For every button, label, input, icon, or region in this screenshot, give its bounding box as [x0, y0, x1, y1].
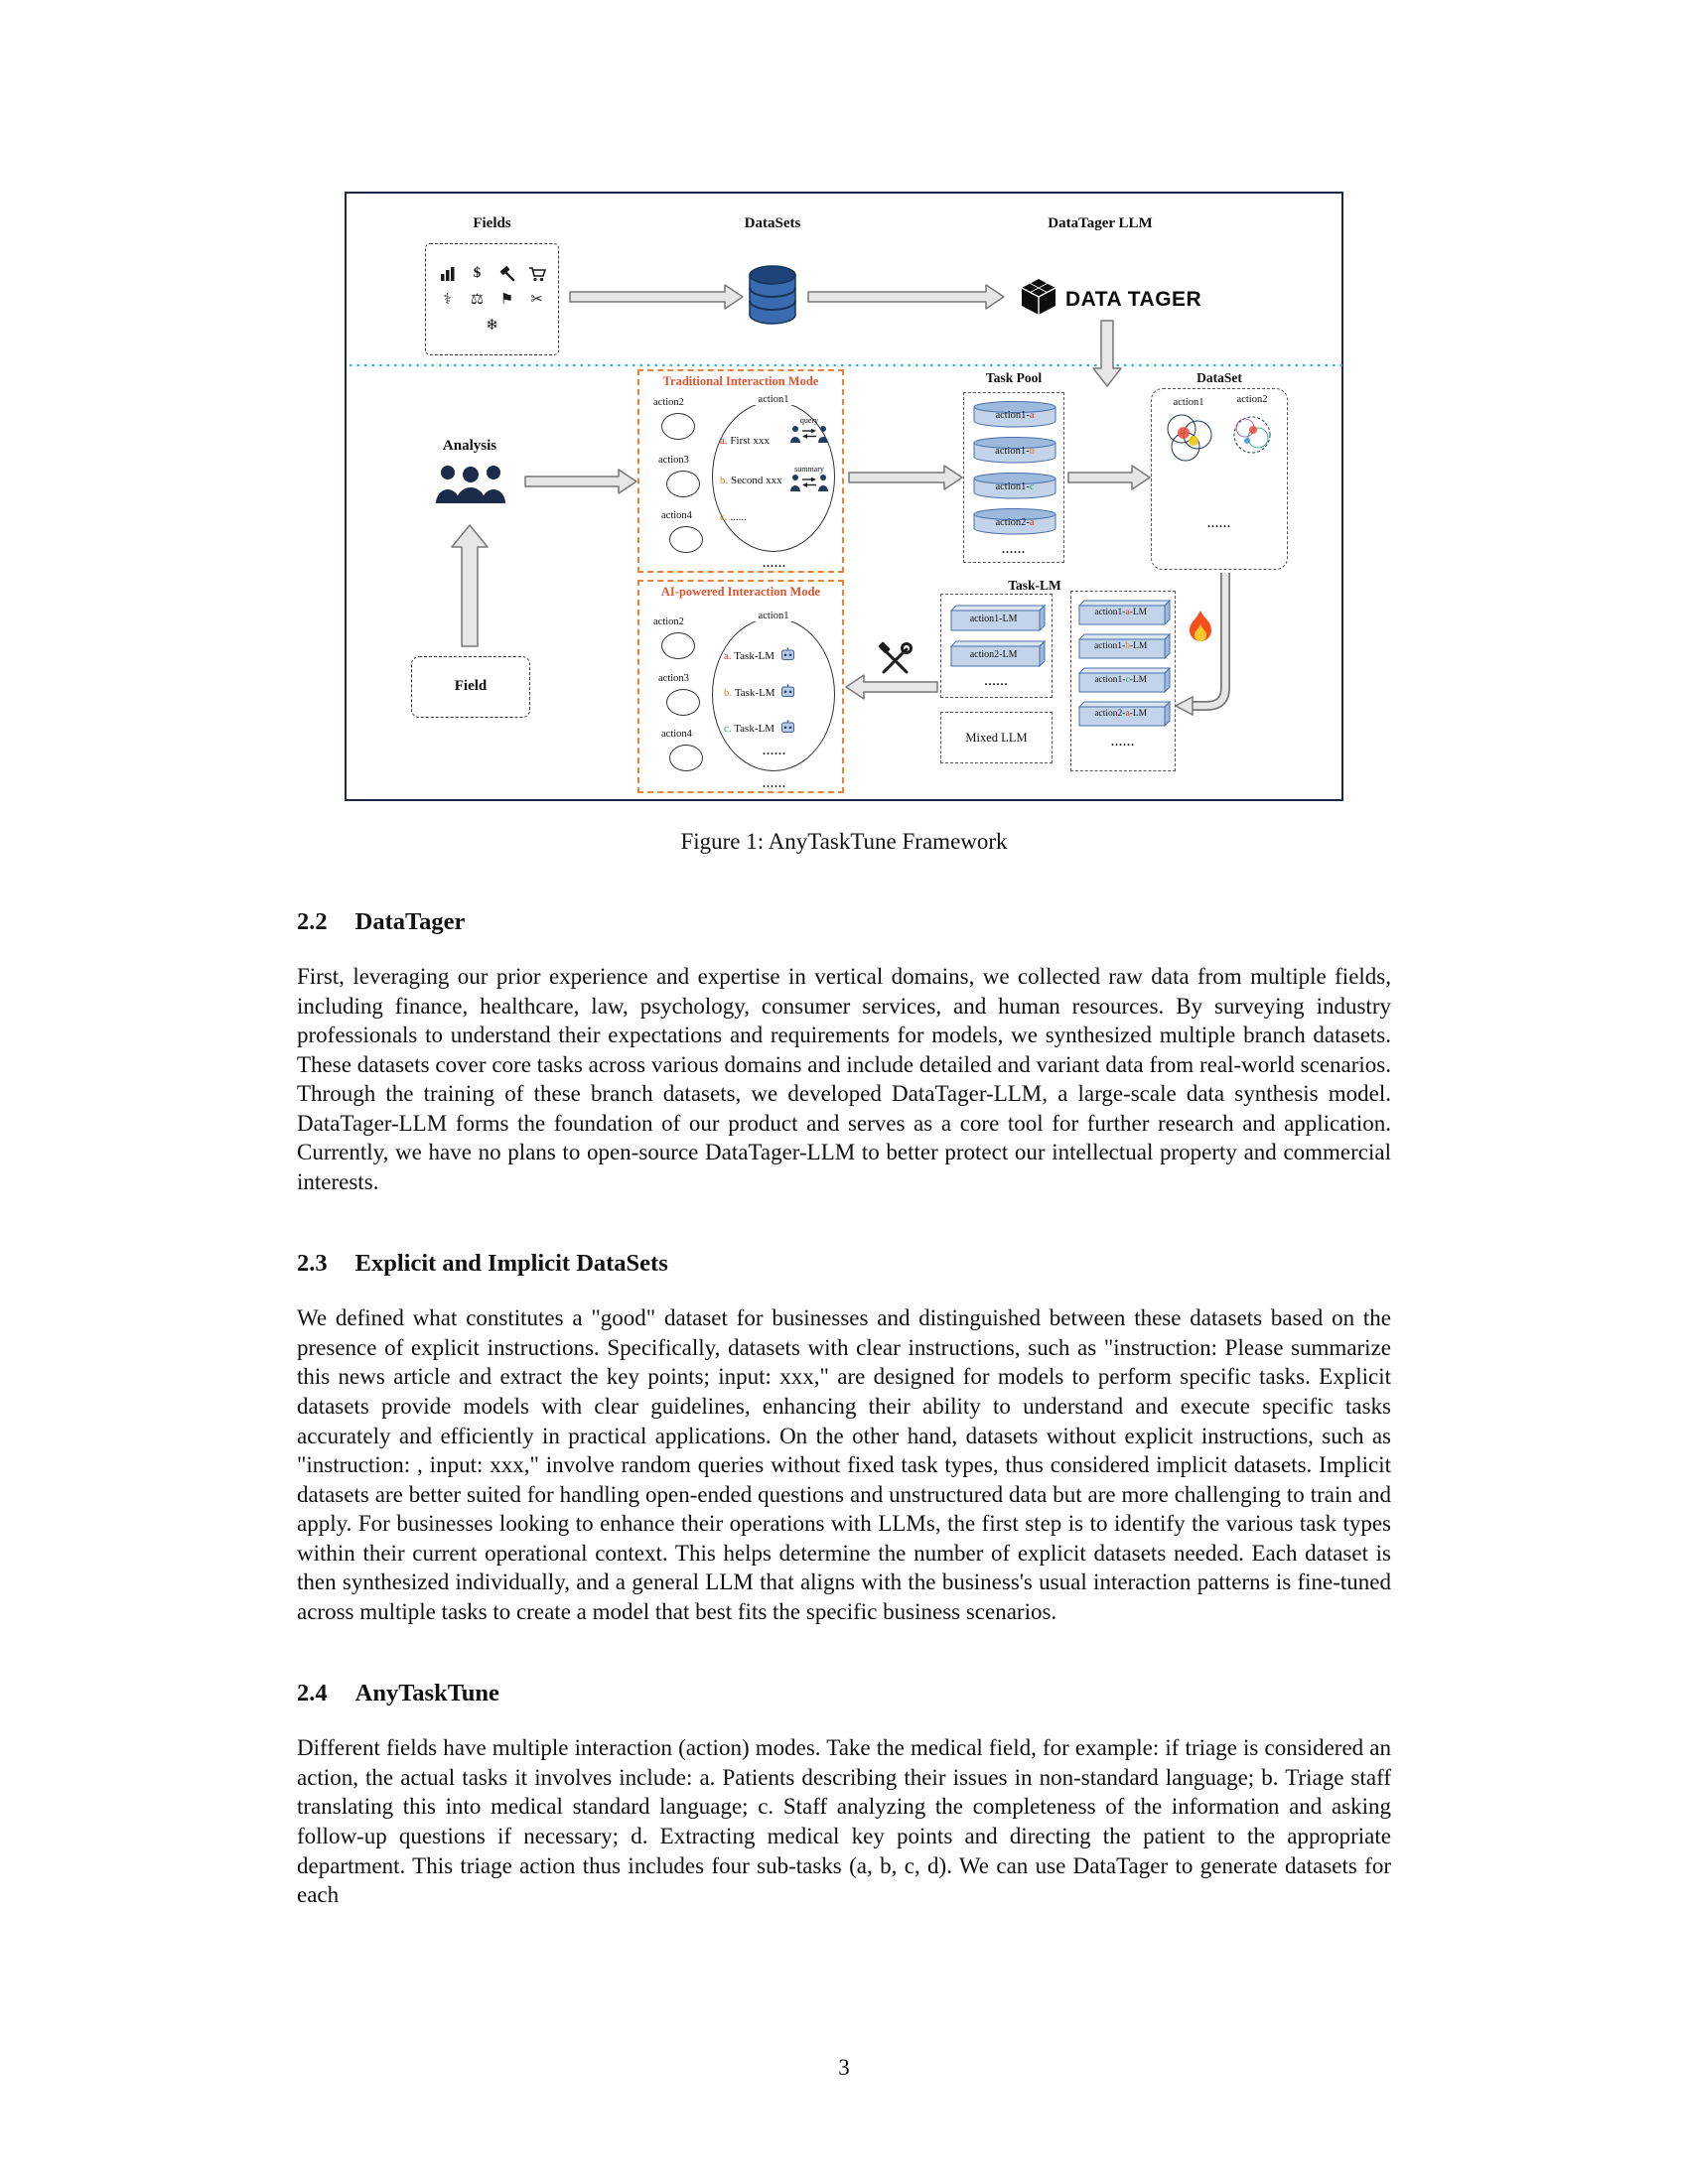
- summary-tag: summary: [794, 465, 824, 474]
- ellipsis: ......: [984, 674, 1009, 688]
- action3-label: action3: [658, 455, 689, 466]
- ai-mode-box: [637, 580, 844, 793]
- framework-diagram: [345, 192, 1343, 801]
- dollar-icon: $: [473, 265, 482, 281]
- cube-icon: [1020, 277, 1057, 322]
- action2-label: action2: [653, 397, 684, 408]
- task-lm-left-box: [940, 594, 1053, 698]
- task-lm-label: Task-LM: [1008, 578, 1061, 593]
- tasklm-row-c: c. Task-LM: [724, 720, 795, 735]
- task-row-b: b. Second xxx: [720, 475, 782, 486]
- datatager-llm-label: DataTager LLM: [1048, 215, 1153, 231]
- bar-chart-icon: [438, 264, 458, 284]
- section-paragraph: We defined what constitutes a "good" dataset for businesses and distinguished between these datasets based on the presence of explicit instructions. Specifically, datasets with clear instructions, such as "instruction: Please summarize this news article and extract the key points; input: xxx," are designed for models to perform specific tasks. Explicit datasets provide models with clear guidelines, enhancing their ability to understand and execute specific tasks accurately and efficiently in practical applications. On the other hand, datasets without explicit instructions, such as "instruction: , input: xxx," involve random queries without fixed task types, thus considered implicit datasets. Implicit datasets are better suited for handling open-ended questions and unstructured data but are more challenging to train and apply. For businesses looking to enhance their operations with LLMs, the first step is to identify the various task types within their current operational context. This helps determine the number of explicit datasets needed. Each dataset is then synthesized individually, and a general LLM that aligns with the business's usual interaction patterns is fine-tuned across multiple tasks to create a model that best fits the specific business scenarios.: [297, 1305, 1391, 1624]
- figure-area: [0, 0, 1688, 855]
- robot-icon: [780, 647, 795, 662]
- ellipsis: ......: [1207, 516, 1231, 530]
- task-row-a: a. First xxx: [720, 435, 770, 447]
- logo-text: DATA TAGER: [1065, 287, 1202, 311]
- task-lm-right-box: [1070, 591, 1176, 771]
- action4-label: action4: [661, 729, 692, 740]
- lm-3d-box: action1-b-LM: [1077, 633, 1171, 660]
- section-title: Explicit and Implicit DataSets: [354, 1250, 668, 1278]
- action3-oval: [666, 689, 700, 716]
- lm-3d-box: action1-a-LM: [1077, 600, 1171, 626]
- snowflake-icon: ❄: [486, 318, 498, 334]
- task-cylinder: action2-a: [972, 508, 1057, 536]
- lm-3d-box: action1-c-LM: [1077, 667, 1171, 694]
- scissors-icon: ✂: [530, 292, 543, 308]
- action2-oval: [661, 632, 695, 659]
- traditional-mode-box: [637, 369, 844, 573]
- fields-label: Fields: [473, 215, 511, 231]
- section-paragraph: First, leveraging our prior experience and expertise in vertical domains, we collected raw data from multiple fields, including finance, healthcare, law, psychology, consumer services, and human resources. By surveying industry professionals to understand their expectations and requirements for models, we synthesized multiple branch datasets. These datasets cover core tasks across various domains and include detailed and variant data from real-world scenarios. Through the training of these branch datasets, we developed DataTager-LLM, a large-scale data synthesis model. DataTager-LLM forms the foundation of our product and serves as a core tool for further research and application. Currently, we have no plans to open-source DataTager-LLM to better protect our intellectual property and commercial interests.: [297, 964, 1391, 1194]
- section-paragraph: Different fields have multiple interaction (action) modes. Take the medical field, for example: if triage is considered an action, the actual tasks it involves include: a. Patients describing their issues in non-standard language; b. Triage staff translating this into medical standard language; c. Staff analyzing the completeness of the information and asking follow-up questions if necessary; d. Extracting medical key points and directing the patient to the appropriate department. This triage action thus includes four sub-tasks (a, b, c, d). We can use DataTager to generate datasets for each: [297, 1735, 1391, 1908]
- action3-label: action3: [658, 673, 689, 684]
- mixed-llm-label: Mixed LLM: [965, 731, 1028, 745]
- arrow-traditional-to-taskpool: [849, 466, 962, 489]
- page-number: 3: [838, 2055, 850, 2080]
- flag-icon: ⚑: [499, 292, 514, 308]
- arrow-analysis-to-traditional: [525, 470, 636, 493]
- section-title: AnyTaskTune: [354, 1680, 499, 1707]
- crossed-tools-icon: [876, 641, 914, 684]
- arrow-field-to-analysis: [452, 525, 488, 646]
- section-title: DataTager: [354, 908, 466, 935]
- ellipsis: ......: [763, 776, 786, 790]
- ellipsis: ......: [1111, 735, 1135, 749]
- robot-icon: [780, 684, 795, 699]
- query-tag: query: [799, 416, 819, 425]
- scribble-cluster-icon: [1223, 408, 1281, 469]
- arrow-datatager-down: [1093, 321, 1121, 386]
- arrow-datasets-to-datatager: [808, 285, 1004, 309]
- section-number: 2.2: [297, 908, 328, 935]
- fields-icon-box: [425, 243, 559, 355]
- ellipsis: ......: [763, 744, 786, 757]
- paper-body: [297, 908, 1391, 1910]
- ai-mode-title: AI-powered Interaction Mode: [660, 585, 821, 599]
- section-2-2: [297, 908, 1391, 1196]
- section-heading: [297, 1680, 1391, 1707]
- tasklm-row-a: a. Task-LM: [724, 647, 795, 662]
- section-heading: [297, 1250, 1391, 1278]
- action4-oval: [669, 745, 703, 771]
- section-2-4: [297, 1680, 1391, 1909]
- mixed-llm-box: [940, 712, 1053, 763]
- robot-icon: [780, 720, 795, 735]
- field-label: Field: [454, 678, 488, 694]
- arrow-fields-to-datasets: [570, 285, 743, 309]
- task-row-c: c. ......: [720, 511, 747, 523]
- ellipsis: ......: [763, 556, 786, 570]
- task-cylinder: action1-a: [972, 401, 1057, 429]
- section-heading: [297, 908, 1391, 936]
- task-pool-label: Task Pool: [985, 370, 1043, 385]
- datasets-label: DataSets: [744, 215, 801, 231]
- traditional-mode-title: Traditional Interaction Mode: [662, 374, 819, 388]
- section-number: 2.4: [297, 1680, 328, 1707]
- fire-icon: [1186, 611, 1215, 651]
- cart-icon: [527, 264, 547, 284]
- tasklm-row-b: b. Task-LM: [724, 684, 795, 699]
- person-exchange-icon: [790, 425, 828, 443]
- datatager-logo: [1020, 277, 1201, 322]
- database-icon: [747, 263, 798, 334]
- action4-oval: [669, 526, 703, 553]
- lm-3d-box: action2-LM: [949, 639, 1046, 668]
- ellipsis: ......: [1002, 542, 1026, 556]
- person-exchange-icon: [790, 474, 828, 491]
- task-cylinder: action1-b: [972, 437, 1057, 465]
- gavel-icon: [497, 264, 517, 284]
- arrow-taskpool-to-dataset: [1068, 466, 1150, 489]
- section-number: 2.3: [297, 1250, 328, 1278]
- venn-cluster-icon: [1160, 411, 1217, 472]
- action1-label: action1: [744, 394, 803, 405]
- action2-oval: [661, 413, 695, 440]
- task-cylinder: action1-c: [972, 473, 1057, 500]
- dataset-label: DataSet: [1196, 370, 1242, 385]
- summary-exchange: [788, 465, 830, 496]
- stethoscope-icon: ⚕: [443, 292, 452, 308]
- figure-caption: Figure 1: AnyTaskTune Framework: [680, 829, 1008, 854]
- lm-3d-box: action2-a-LM: [1077, 701, 1171, 728]
- cluster1-label: action1: [1173, 397, 1204, 408]
- section-2-3: [297, 1250, 1391, 1626]
- lm-3d-box: action1-LM: [949, 604, 1046, 632]
- action2-label: action2: [653, 616, 684, 627]
- dataset-box: [1151, 388, 1288, 570]
- analysis-label: Analysis: [442, 438, 497, 454]
- task-pool-box: [963, 392, 1064, 563]
- action1-label: action1: [744, 611, 803, 621]
- action4-label: action4: [661, 510, 692, 521]
- cluster2-label: action2: [1236, 394, 1268, 405]
- field-box: [411, 656, 530, 718]
- query-exchange: [788, 416, 830, 448]
- people-icon: [434, 462, 507, 508]
- scales-icon: ⚖: [470, 292, 485, 308]
- action3-oval: [666, 471, 700, 497]
